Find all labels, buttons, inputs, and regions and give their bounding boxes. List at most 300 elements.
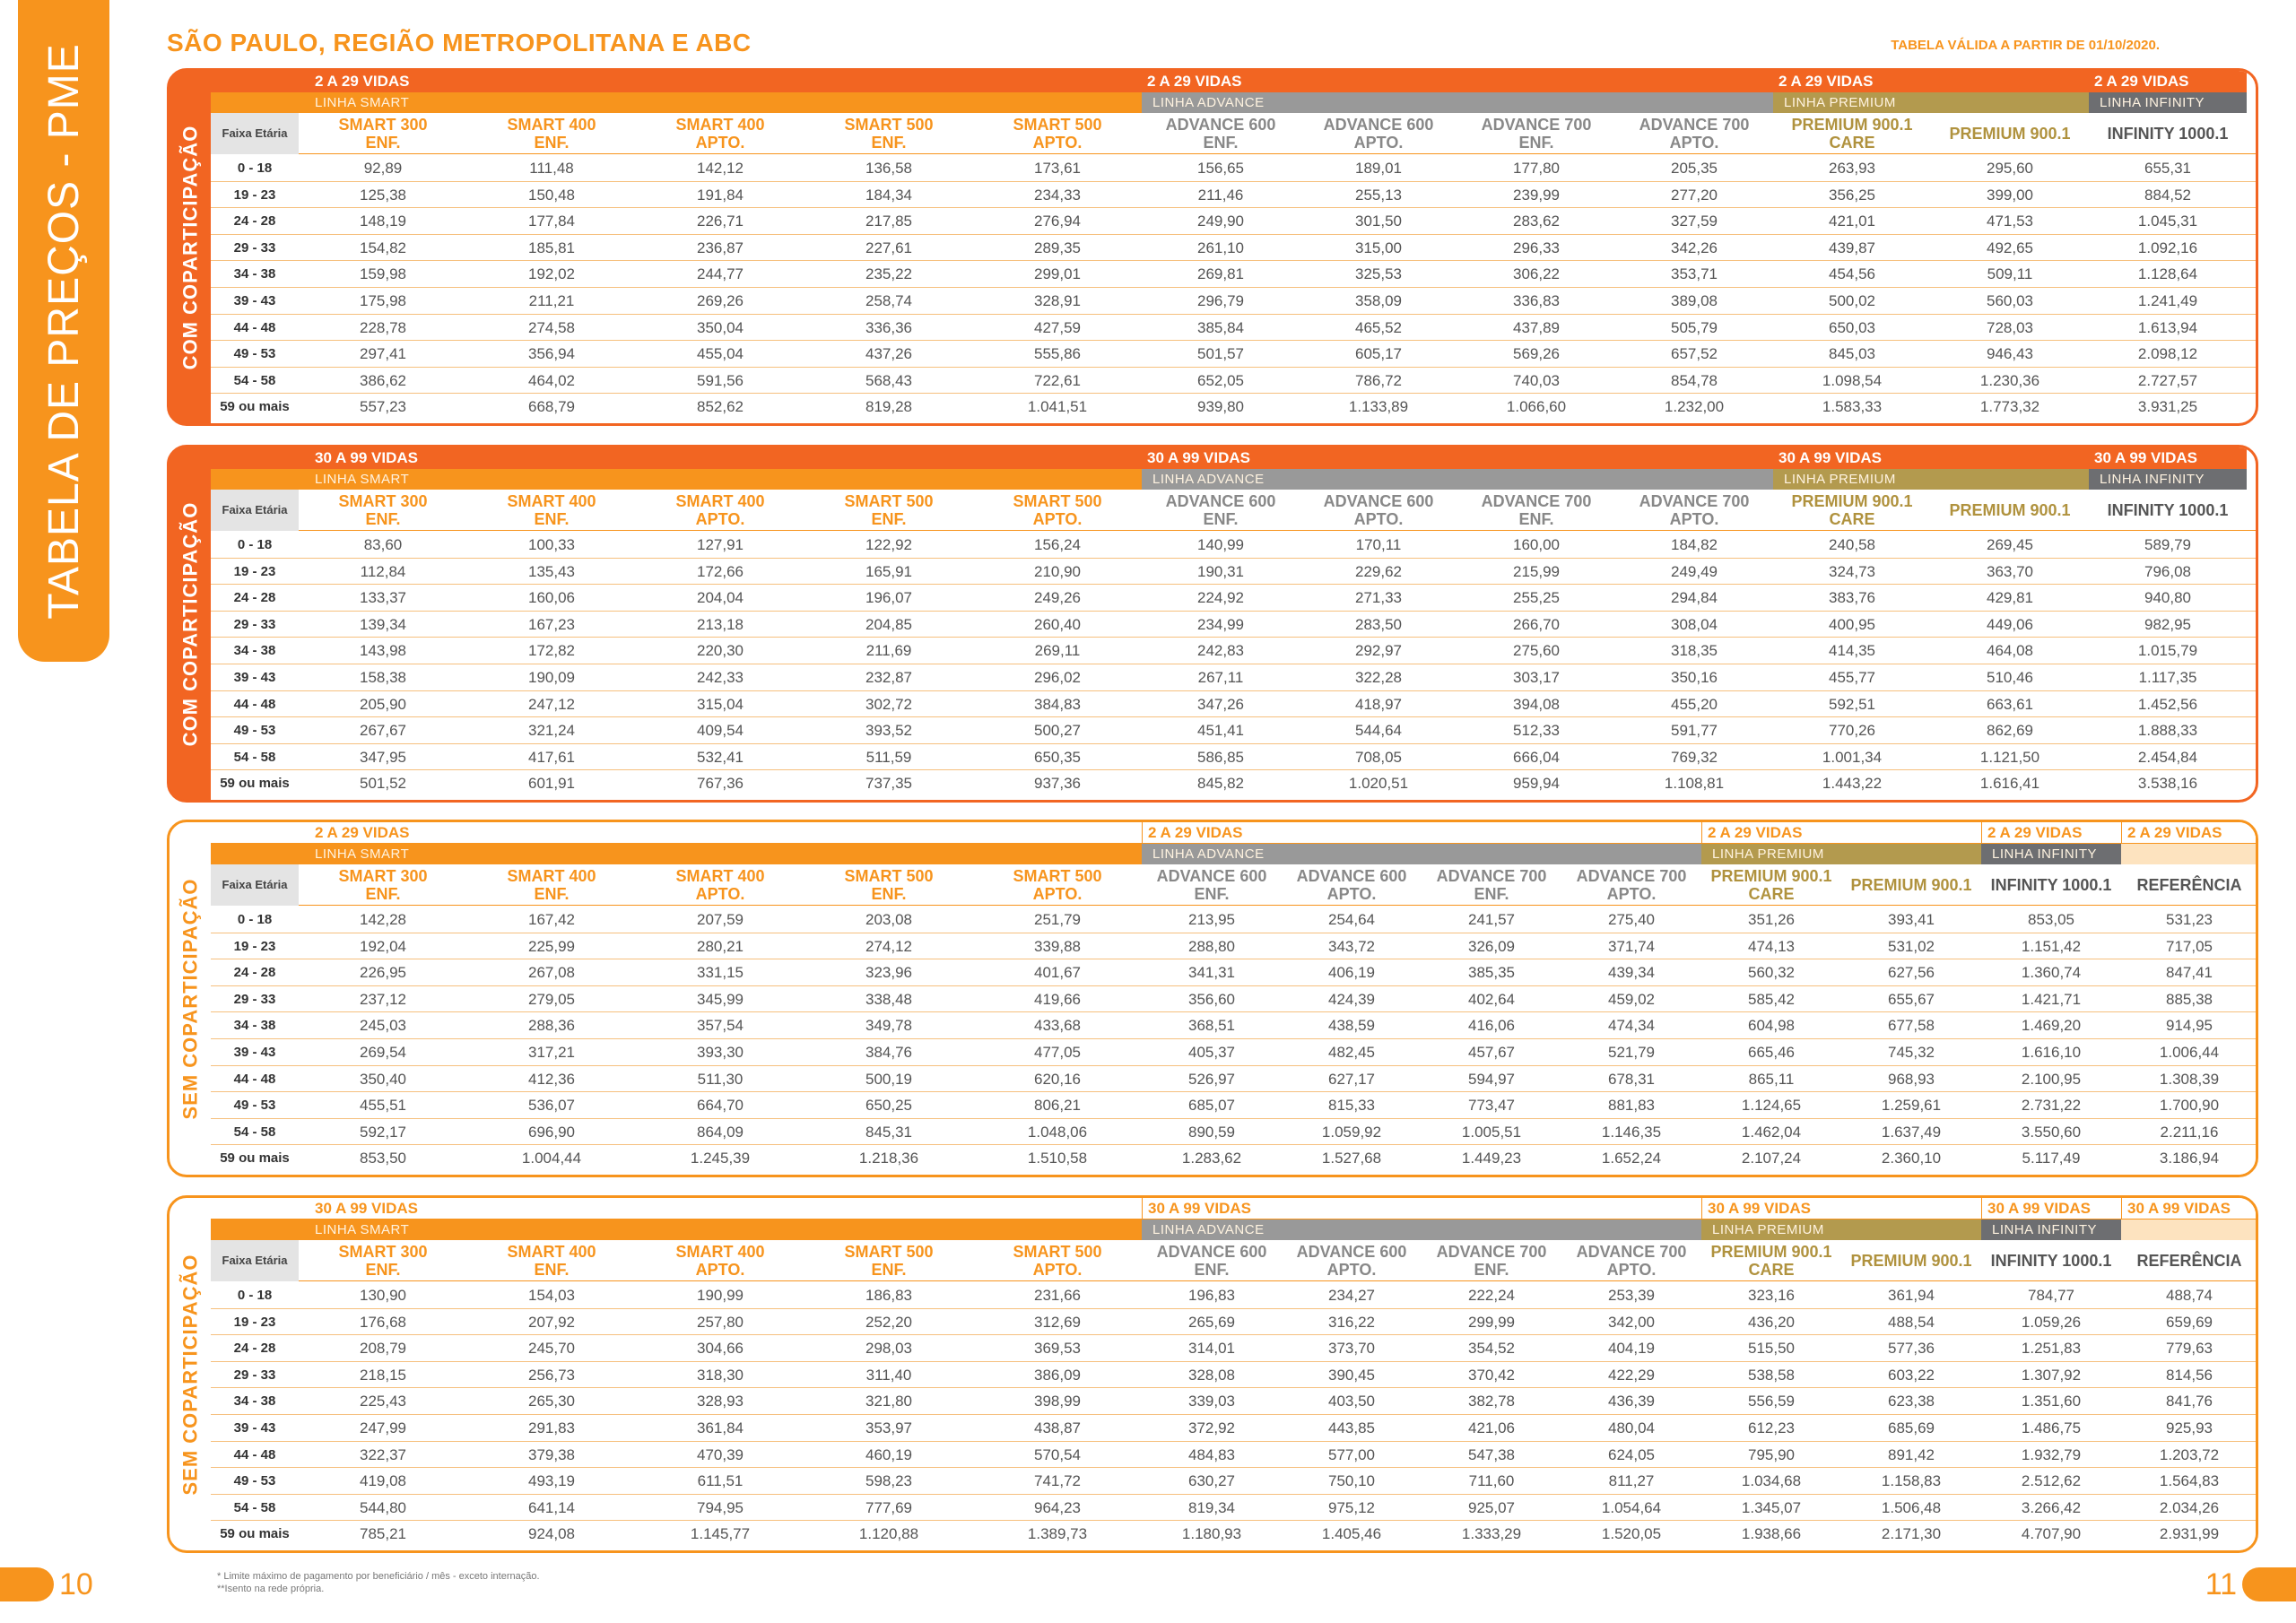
table-row	[211, 1012, 2256, 1039]
column-header-line1: ADVANCE 600	[1323, 116, 1434, 134]
price-cell: 160,00	[1513, 536, 1560, 553]
price-cell: 176,68	[360, 1313, 406, 1331]
price-cell: 192,02	[528, 265, 575, 283]
header-row	[211, 113, 2256, 154]
price-cell: 245,70	[528, 1340, 575, 1358]
price-cell: 1.128,64	[2137, 265, 2198, 283]
table-grid	[211, 822, 2256, 1175]
price-cell: 657,52	[1671, 345, 1718, 363]
price-cell: 393,52	[865, 722, 912, 740]
price-cell: 267,08	[528, 964, 575, 982]
column-header	[1142, 864, 1282, 906]
price-cell: 555,86	[1034, 345, 1081, 363]
price-cell: 589,79	[2144, 536, 2191, 553]
price-cell: 256,73	[528, 1366, 575, 1384]
vidas-row	[211, 822, 2256, 844]
price-cell: 784,77	[2028, 1287, 2074, 1304]
price-cell: 577,00	[1328, 1445, 1375, 1463]
price-cell: 266,70	[1513, 615, 1560, 633]
coparticipation-label-text: COM COPARTICIPAÇÃO	[178, 501, 201, 746]
line-row	[211, 469, 2256, 490]
price-cell: 439,87	[1829, 239, 1875, 256]
price-cell: 382,78	[1468, 1393, 1515, 1410]
price-cell: 557,23	[360, 398, 406, 416]
price-cell: 455,04	[697, 345, 744, 363]
price-cell: 239,99	[1513, 186, 1560, 204]
price-cell: 779,63	[2166, 1340, 2213, 1358]
age-range: 59 ou mais	[220, 1150, 290, 1167]
price-cell: 283,50	[1355, 615, 1402, 633]
price-cell: 177,84	[528, 213, 575, 230]
price-cell: 406,19	[1328, 964, 1375, 982]
price-cell: 130,90	[360, 1287, 406, 1304]
column-header-line2: APTO.	[1606, 885, 1657, 903]
price-cell: 1.308,39	[2159, 1070, 2220, 1088]
table-row	[211, 744, 2256, 771]
price-cell: 1.092,16	[2137, 239, 2198, 256]
column-header	[804, 864, 973, 906]
price-cell: 383,76	[1829, 589, 1875, 607]
price-cell: 165,91	[865, 562, 912, 580]
price-cell: 385,35	[1468, 964, 1515, 982]
price-cell: 500,19	[865, 1070, 912, 1088]
valid-from-note: TABELA VÁLIDA A PARTIR DE 01/10/2020.	[1891, 38, 2160, 53]
column-header	[467, 864, 636, 906]
column-header	[1300, 113, 1457, 154]
line-label-infinity: LINHA INFINITY	[2089, 469, 2247, 490]
line-label-blank	[2121, 1219, 2257, 1240]
price-cell: 685,69	[1888, 1419, 1935, 1436]
price-cell: 331,15	[697, 964, 744, 982]
column-header	[2089, 490, 2247, 531]
column-header-line2: ENF.	[534, 885, 570, 903]
page-tab-left	[0, 1567, 54, 1601]
price-cell: 890,59	[1188, 1123, 1235, 1141]
price-cell: 1.345,07	[1741, 1498, 1802, 1516]
price-cell: 1.230,36	[1979, 371, 2040, 389]
price-cell: 231,66	[1034, 1287, 1081, 1304]
price-cell: 92,89	[363, 160, 403, 177]
price-cell: 370,42	[1468, 1366, 1515, 1384]
price-cell: 261,10	[1197, 239, 1244, 256]
price-cell: 325,53	[1355, 265, 1402, 283]
price-cell: 122,92	[865, 536, 912, 553]
price-cell: 847,41	[2166, 964, 2213, 982]
price-cell: 403,50	[1328, 1393, 1375, 1410]
price-cell: 1.452,56	[2137, 695, 2198, 713]
price-cell: 577,36	[1888, 1340, 1935, 1358]
age-range: 29 - 33	[233, 616, 276, 632]
age-range: 39 - 43	[233, 1045, 276, 1060]
table-row	[211, 664, 2256, 691]
price-cell: 213,18	[697, 615, 744, 633]
price-cell: 385,84	[1197, 318, 1244, 336]
price-cell: 390,45	[1328, 1366, 1375, 1384]
table-row	[211, 691, 2256, 718]
price-cell: 422,29	[1608, 1366, 1655, 1384]
price-cell: 207,59	[697, 911, 744, 928]
price-cell: 1.133,89	[1348, 398, 1409, 416]
column-header-line2: APTO.	[1606, 1261, 1657, 1279]
age-range: 24 - 28	[233, 213, 276, 230]
price-cell: 1.462,04	[1741, 1123, 1802, 1141]
column-header-line1: SMART 500	[1013, 116, 1102, 134]
price-cell: 845,82	[1197, 775, 1244, 793]
column-header	[299, 490, 467, 531]
footnote-1: * Limite máximo de pagamento por beneficiário / mês - exceto internação.	[217, 1571, 540, 1582]
price-cell: 167,42	[528, 911, 575, 928]
column-header-line1: ADVANCE 700	[1576, 867, 1687, 885]
price-cell: 1.389,73	[1027, 1525, 1088, 1543]
column-header-line1: ADVANCE 700	[1436, 867, 1547, 885]
price-cell: 437,89	[1513, 318, 1560, 336]
price-cell: 394,08	[1513, 695, 1560, 713]
price-cell: 398,99	[1034, 1393, 1081, 1410]
column-header	[2121, 1240, 2257, 1281]
price-cell: 500,27	[1034, 722, 1081, 740]
table-row	[211, 933, 2256, 960]
column-header-line1: ADVANCE 700	[1481, 492, 1592, 510]
price-cell: 226,71	[697, 213, 744, 230]
page-title: SÃO PAULO, REGIÃO METROPOLITANA E ABC	[167, 29, 752, 56]
column-header	[467, 490, 636, 531]
vidas-row	[211, 447, 2256, 469]
price-cell: 418,97	[1355, 695, 1402, 713]
table-row	[211, 315, 2256, 342]
price-cell: 328,91	[1034, 292, 1081, 309]
age-range: 34 - 38	[233, 1018, 276, 1034]
price-cell: 1.510,58	[1027, 1150, 1088, 1167]
price-cell: 373,70	[1328, 1340, 1375, 1358]
price-cell: 421,06	[1468, 1419, 1515, 1436]
price-cell: 211,46	[1197, 186, 1244, 204]
column-header	[1142, 490, 1300, 531]
price-cell: 211,21	[528, 292, 575, 309]
price-cell: 404,19	[1608, 1340, 1655, 1358]
price-cell: 474,34	[1608, 1017, 1655, 1035]
price-cell: 457,67	[1468, 1044, 1515, 1061]
price-cell: 2.171,30	[1881, 1525, 1942, 1543]
column-header	[299, 1240, 467, 1281]
column-header-line1: SMART 500	[1013, 492, 1102, 510]
price-cell: 372,92	[1188, 1419, 1235, 1436]
price-cell: 785,21	[360, 1525, 406, 1543]
price-cell: 862,69	[1987, 722, 2033, 740]
price-cell: 244,77	[697, 265, 744, 283]
price-cell: 627,56	[1888, 964, 1935, 982]
price-cell: 213,95	[1188, 911, 1235, 928]
price-cell: 968,93	[1888, 1070, 1935, 1088]
price-cell: 342,00	[1608, 1313, 1655, 1331]
price-cell: 852,62	[697, 398, 744, 416]
column-header-line1: SMART 400	[507, 1243, 596, 1261]
page-tab-right	[2242, 1567, 2296, 1601]
price-cell: 280,21	[697, 937, 744, 955]
vidas-label: 2 A 29 VIDAS	[211, 822, 1142, 844]
price-cell: 652,05	[1197, 371, 1244, 389]
price-cell: 592,51	[1829, 695, 1875, 713]
age-range: 19 - 23	[233, 938, 276, 954]
price-cell: 328,08	[1188, 1366, 1235, 1384]
price-cell: 1.616,41	[1979, 775, 2040, 793]
price-cell: 133,37	[360, 589, 406, 607]
price-cell: 1.098,54	[1822, 371, 1883, 389]
price-cell: 252,20	[865, 1313, 912, 1331]
price-cell: 172,66	[697, 562, 744, 580]
price-cell: 228,78	[360, 318, 406, 336]
price-cell: 275,60	[1513, 642, 1560, 660]
price-cell: 384,76	[865, 1044, 912, 1061]
price-cell: 501,57	[1197, 345, 1244, 363]
price-cell: 100,33	[528, 536, 575, 553]
column-header	[636, 113, 804, 154]
price-cell: 1.048,06	[1027, 1123, 1088, 1141]
line-label-smart: LINHA SMART	[211, 1219, 1142, 1240]
price-cell: 796,08	[2144, 562, 2191, 580]
faixa-etaria-header: Faixa Etária	[211, 1240, 299, 1281]
price-cell: 531,23	[2166, 911, 2213, 928]
price-cell: 295,60	[1987, 160, 2033, 177]
price-cell: 253,39	[1608, 1287, 1655, 1304]
price-cell: 1.506,48	[1881, 1498, 1942, 1516]
price-cell: 1.613,94	[2137, 318, 2198, 336]
table-row	[211, 907, 2256, 933]
price-cell: 190,09	[528, 669, 575, 686]
price-cell: 711,60	[1468, 1472, 1515, 1490]
price-cell: 429,81	[1987, 589, 2033, 607]
price-cell: 316,22	[1328, 1313, 1375, 1331]
line-label-advance: LINHA ADVANCE	[1142, 844, 1701, 864]
price-cell: 269,81	[1197, 265, 1244, 283]
table-row	[211, 235, 2256, 262]
price-cell: 3.186,94	[2159, 1150, 2220, 1167]
line-label-smart: LINHA SMART	[211, 92, 1142, 113]
price-cell: 544,64	[1355, 722, 1402, 740]
age-range: 39 - 43	[233, 1420, 276, 1436]
price-cell: 650,03	[1829, 318, 1875, 336]
price-cell: 455,20	[1671, 695, 1718, 713]
vidas-label: 30 A 99 VIDAS	[1142, 1198, 1701, 1219]
price-cell: 363,70	[1987, 562, 2033, 580]
price-cell: 655,67	[1888, 990, 1935, 1008]
price-cell: 274,12	[865, 937, 912, 955]
price-cell: 427,59	[1034, 318, 1081, 336]
table-row	[211, 1362, 2256, 1389]
column-header-line1: SMART 500	[844, 116, 934, 134]
price-cell: 770,26	[1829, 722, 1875, 740]
price-cell: 326,09	[1468, 937, 1515, 955]
price-cell: 1.108,81	[1664, 775, 1725, 793]
age-range: 0 - 18	[237, 161, 273, 176]
column-header-line2: ENF.	[1474, 1261, 1509, 1279]
line-label-infinity: LINHA INFINITY	[1981, 844, 2121, 864]
price-cell: 1.241,49	[2137, 292, 2198, 309]
price-cell: 531,02	[1888, 937, 1935, 955]
price-cell: 845,03	[1829, 345, 1875, 363]
price-cell: 612,23	[1748, 1419, 1795, 1436]
price-cell: 167,23	[528, 615, 575, 633]
column-header	[1981, 864, 2121, 906]
column-header-line1: PREMIUM 900.1	[1791, 116, 1913, 134]
price-cell: 1.583,33	[1822, 398, 1883, 416]
price-cell: 229,62	[1355, 562, 1402, 580]
price-cell: 240,58	[1829, 536, 1875, 553]
price-cell: 474,13	[1748, 937, 1795, 955]
price-cell: 940,80	[2144, 589, 2191, 607]
price-cell: 215,99	[1513, 562, 1560, 580]
column-header-line1: INFINITY 1000.1	[2107, 501, 2229, 519]
price-cell: 269,26	[697, 292, 744, 309]
table-grid	[211, 447, 2256, 800]
age-range: 59 ou mais	[220, 776, 290, 792]
price-cell: 2.731,22	[2021, 1097, 2082, 1115]
price-cell: 347,26	[1197, 695, 1244, 713]
price-cell: 464,02	[528, 371, 575, 389]
table-row	[211, 261, 2256, 288]
price-cell: 538,58	[1748, 1366, 1795, 1384]
price-cell: 505,79	[1671, 318, 1718, 336]
price-cell: 544,80	[360, 1498, 406, 1516]
price-cell: 304,66	[697, 1340, 744, 1358]
price-cell: 297,41	[360, 345, 406, 363]
line-label-infinity: LINHA INFINITY	[1981, 1219, 2121, 1240]
column-header-line1: SMART 300	[338, 116, 428, 134]
vidas-label: 2 A 29 VIDAS	[1773, 71, 2089, 92]
price-cell: 242,33	[697, 669, 744, 686]
price-cell: 321,24	[528, 722, 575, 740]
column-header-line2: ENF.	[871, 1261, 907, 1279]
price-cell: 1.045,31	[2137, 213, 2198, 230]
column-header-line2: ENF.	[534, 134, 570, 152]
price-cell: 191,84	[697, 186, 744, 204]
column-header-line1: SMART 300	[338, 867, 428, 885]
price-cell: 4.707,90	[2021, 1525, 2082, 1543]
header-row	[211, 864, 2256, 906]
price-cell: 664,70	[697, 1097, 744, 1115]
column-header-line1: SMART 500	[1013, 1243, 1102, 1261]
column-header	[1282, 864, 1422, 906]
price-cell: 353,71	[1671, 265, 1718, 283]
age-range: 0 - 18	[237, 912, 273, 927]
price-cell: 1.158,83	[1881, 1472, 1942, 1490]
price-cell: 2.100,95	[2021, 1070, 2082, 1088]
price-cell: 841,76	[2166, 1393, 2213, 1410]
price-cell: 283,62	[1513, 213, 1560, 230]
column-header	[1282, 1240, 1422, 1281]
price-cell: 224,92	[1197, 589, 1244, 607]
price-cell: 317,21	[528, 1044, 575, 1061]
line-label-premium: LINHA PREMIUM	[1773, 92, 2089, 113]
price-cell: 470,39	[697, 1445, 744, 1463]
price-cell: 484,83	[1188, 1445, 1235, 1463]
price-cell: 218,15	[360, 1366, 406, 1384]
age-range: 59 ou mais	[220, 1526, 290, 1542]
price-cell: 260,40	[1034, 615, 1081, 633]
price-cell: 536,07	[528, 1097, 575, 1115]
price-cell: 2.107,24	[1741, 1150, 1802, 1167]
price-cell: 611,51	[697, 1472, 744, 1490]
price-cell: 1.443,22	[1822, 775, 1883, 793]
column-header	[804, 1240, 973, 1281]
price-cell: 451,41	[1197, 722, 1244, 740]
price-cell: 356,94	[528, 345, 575, 363]
column-header-line2: APTO.	[695, 885, 745, 903]
column-header	[636, 1240, 804, 1281]
price-cell: 222,24	[1468, 1287, 1515, 1304]
price-cell: 480,04	[1608, 1419, 1655, 1436]
price-cell: 1.245,39	[690, 1150, 751, 1167]
age-range: 29 - 33	[233, 1367, 276, 1383]
price-cell: 438,87	[1034, 1419, 1081, 1436]
column-header-line2: APTO.	[695, 510, 745, 528]
table-row	[211, 368, 2256, 395]
price-cell: 1.006,44	[2159, 1044, 2220, 1061]
price-cell: 521,79	[1608, 1044, 1655, 1061]
price-cell: 328,93	[697, 1393, 744, 1410]
page-number-left: 10	[59, 1567, 93, 1601]
price-cell: 263,93	[1829, 160, 1875, 177]
price-cell: 750,10	[1328, 1472, 1375, 1490]
column-header-line1: REFERÊNCIA	[2136, 1252, 2242, 1270]
price-cell: 356,60	[1188, 990, 1235, 1008]
column-header-line1: ADVANCE 600	[1156, 867, 1267, 885]
price-cell: 939,80	[1197, 398, 1244, 416]
price-cell: 384,83	[1034, 695, 1081, 713]
table-row	[211, 770, 2256, 797]
price-cell: 2.098,12	[2137, 345, 2198, 363]
price-cell: 247,99	[360, 1419, 406, 1436]
price-cell: 1.932,79	[2021, 1445, 2082, 1463]
price-cell: 402,64	[1468, 990, 1515, 1008]
price-cell: 624,05	[1608, 1445, 1655, 1463]
price-cell: 358,09	[1355, 292, 1402, 309]
price-cell: 663,61	[1987, 695, 2033, 713]
price-cell: 177,80	[1513, 160, 1560, 177]
vidas-label: 30 A 99 VIDAS	[2089, 447, 2247, 469]
price-cell: 217,85	[865, 213, 912, 230]
table-row	[211, 1039, 2256, 1066]
price-cell: 2.727,57	[2137, 371, 2198, 389]
price-cell: 815,33	[1328, 1097, 1375, 1115]
vidas-label: 30 A 99 VIDAS	[211, 447, 1142, 469]
table-grid	[211, 71, 2256, 423]
price-cell: 225,99	[528, 937, 575, 955]
column-header	[804, 490, 973, 531]
column-header	[467, 113, 636, 154]
price-cell: 189,01	[1355, 160, 1402, 177]
column-header-line2: APTO.	[1032, 885, 1083, 903]
line-row	[211, 844, 2256, 864]
age-range: 29 - 33	[233, 991, 276, 1007]
price-cell: 1.259,61	[1881, 1097, 1942, 1115]
price-cell: 737,35	[865, 775, 912, 793]
column-header-line2: ENF.	[534, 510, 570, 528]
vidas-label: 30 A 99 VIDAS	[1142, 447, 1773, 469]
price-cell: 1.938,66	[1741, 1525, 1802, 1543]
price-cell: 437,26	[865, 345, 912, 363]
column-header-line2: APTO.	[1032, 134, 1083, 152]
price-cell: 299,01	[1034, 265, 1081, 283]
column-header-line2: CARE	[1748, 885, 1795, 903]
price-cell: 722,61	[1034, 371, 1081, 389]
price-cell: 677,58	[1888, 1017, 1935, 1035]
column-header-line2: ENF.	[1203, 510, 1239, 528]
age-range: 44 - 48	[233, 696, 276, 712]
vidas-label: 30 A 99 VIDAS	[1701, 1198, 1981, 1219]
table-row	[211, 155, 2256, 182]
price-cell: 175,98	[360, 292, 406, 309]
price-cell: 439,34	[1608, 964, 1655, 982]
